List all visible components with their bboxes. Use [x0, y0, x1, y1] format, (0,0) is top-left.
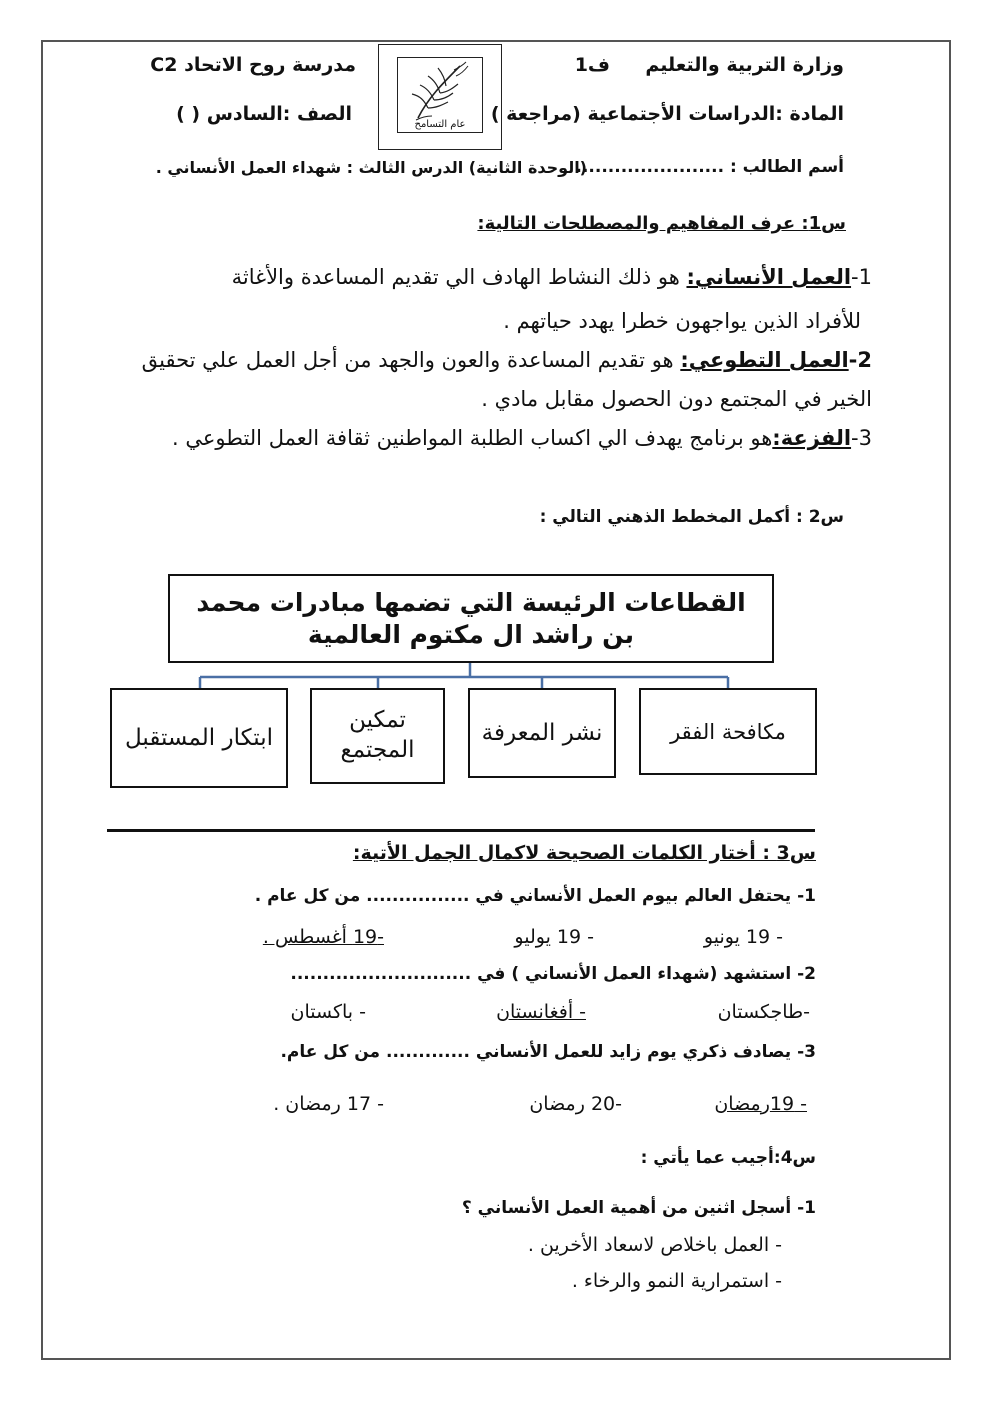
q3-option-3b: -20 رمضان — [529, 1093, 622, 1115]
q3-option-2c: - باكستان — [290, 1001, 366, 1023]
q3-option-1a: - 19 يونيو — [703, 926, 783, 948]
q4-question-1: 1- أسجل اثنين من أهمية العمل الأنساني ؟ — [461, 1198, 816, 1218]
branch-community: تمكين المجتمع — [310, 688, 445, 784]
q3-option-1b: - 19 يوليو — [514, 926, 594, 948]
q1-item-1-cont: للأفراد الذين يواجهون خطرا يهدد حياتهم . — [503, 309, 861, 333]
q3-question-3: 3- يصادف ذكري يوم زايد للعمل الأنساني ............. من كل عام. — [280, 1042, 816, 1062]
ministry-label: وزارة التربية والتعليم — [645, 54, 844, 76]
q3-question-1: 1- يحتفل العالم بيوم العمل الأنساني في ................ من كل عام . — [254, 886, 816, 906]
q3-question-2: 2- استشهد (شهداء العمل الأنساني ) في ............................ — [290, 964, 816, 984]
q3-title: س3 : أختار الكلمات الصحيحة لاكمال الجمل الأتية: — [352, 842, 816, 864]
q4-answer-1: - العمل باخلاص لاسعاد الأخرين . — [527, 1234, 782, 1256]
q1-item-1: 1-العمل الأنساني: هو ذلك النشاط الهادف الي تقديم المساعدة والأغاثة — [231, 265, 872, 289]
mindmap-main-box: القطاعات الرئيسة التي تضمها مبادرات محمد بن راشد ال مكتوم العالمية — [168, 574, 774, 663]
q1-item-2-cont: الخير في المجتمع دون الحصول مقابل مادي . — [481, 387, 872, 411]
q3-option-1c-answer: -19 أغسطس . — [262, 926, 384, 948]
logo-caption: عام التسامح — [414, 119, 466, 130]
form-code: ف1 — [574, 54, 610, 76]
q3-option-3c: - 17 رمضان . — [273, 1093, 384, 1115]
school-name: مدرسة روح الاتحاد C2 — [150, 54, 356, 76]
branch-poverty: مكافحة الفقر — [639, 688, 817, 775]
q3-option-3a-answer: - 19رمضان — [714, 1093, 807, 1115]
student-name-field: أسم الطالب : ....................... — [575, 157, 844, 177]
lesson-title: (الوحدة الثانية) الدرس الثالث : شهداء العمل الأنساني . — [155, 158, 587, 177]
q3-option-2b-answer: - أفغانستان — [496, 1001, 586, 1023]
q3-option-2a: -طاجكستان — [717, 1001, 810, 1023]
q1-item-2: 2-العمل التطوعي: هو تقديم المساعدة والعون والجهد من أجل العمل علي تحقيق — [141, 348, 872, 372]
q4-answer-2: - استمرارية النمو والرخاء . — [571, 1270, 782, 1292]
q4-title: س4:أجيب عما يأتي : — [640, 1148, 816, 1168]
mindmap-connectors — [0, 0, 992, 700]
q1-item-3: 3-الفزعة:هو برنامج يهدف الي اكساب الطلبة المواطنين ثقافة العمل التطوعي . — [171, 426, 872, 450]
q2-title: س2 : أكمل المخطط الذهني التالي : — [539, 507, 844, 527]
subject-label: المادة :الدراسات الأجتماعية (مراجعة ) — [490, 103, 844, 125]
branch-knowledge: نشر المعرفة — [468, 688, 616, 778]
section-divider — [107, 829, 815, 832]
q1-title: س1: عرف المفاهيم والمصطلحات التالية: — [477, 213, 846, 234]
grade-label: الصف :السادس ( ) — [176, 103, 352, 125]
branch-future: ابتكار المستقبل — [110, 688, 288, 788]
